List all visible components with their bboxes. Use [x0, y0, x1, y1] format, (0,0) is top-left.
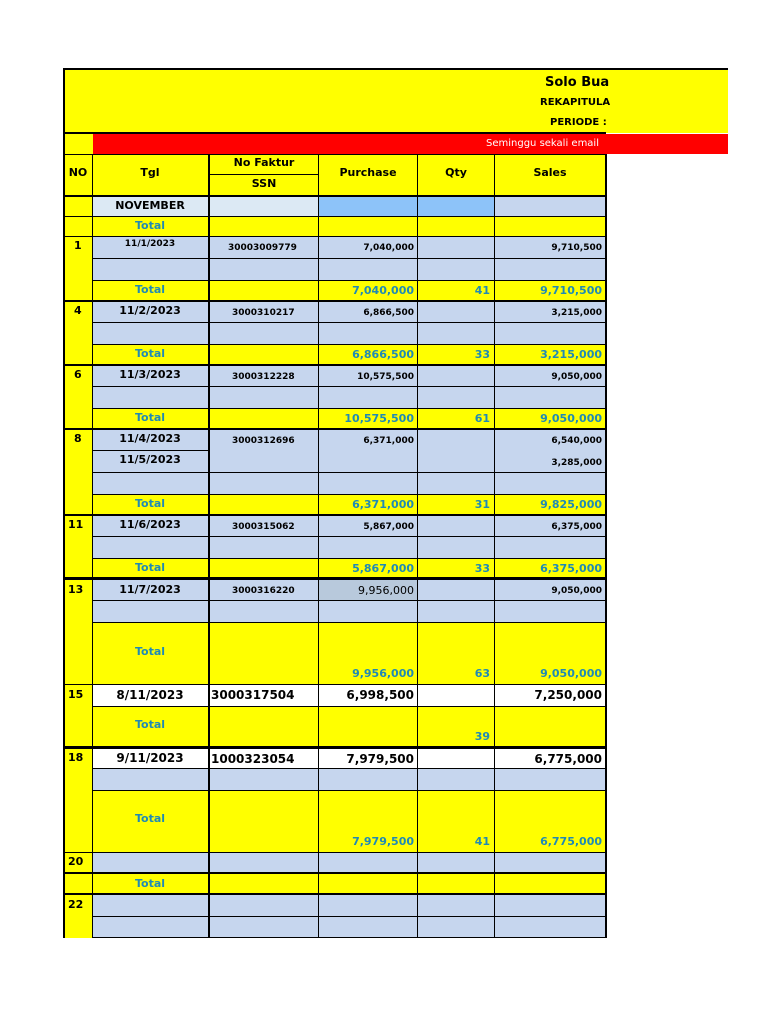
row-date: 9/11/2023	[116, 751, 184, 765]
notice-text: Seminggu sekali email	[486, 138, 599, 149]
row-sales: 9,050,000	[551, 586, 602, 596]
table-row	[93, 706, 606, 746]
total-purchase: 6,866,500	[352, 348, 414, 361]
total-label: Total	[134, 718, 166, 731]
row-no: 11	[68, 518, 84, 531]
total-label: Total	[134, 283, 166, 296]
total-purchase: 7,040,000	[352, 284, 414, 297]
row-faktur: 3000312228	[232, 372, 295, 382]
col-ssn: SSN	[251, 177, 277, 190]
row-purchase: 9,956,000	[358, 584, 414, 597]
row-no: 4	[74, 304, 82, 317]
total-qty: 61	[474, 412, 490, 425]
col-purchase: Purchase	[339, 166, 397, 179]
row-purchase: 10,575,500	[357, 372, 414, 382]
total-qty: 63	[474, 667, 490, 680]
row-faktur: 3000315062	[232, 522, 295, 532]
total-sales: 9,825,000	[540, 498, 602, 511]
notice-bar	[93, 134, 728, 154]
row-no: 8	[74, 432, 82, 445]
column-header-row	[63, 134, 93, 154]
report-period: PERIODE :	[550, 117, 607, 128]
total-qty: 39	[474, 730, 490, 743]
total-purchase: 9,956,000	[352, 667, 414, 680]
row-purchase: 7,979,500	[346, 752, 414, 766]
table-row	[93, 622, 606, 684]
report-title: REKAPITULA	[540, 97, 611, 108]
row-no: 18	[68, 751, 84, 764]
row-faktur: 3000316220	[232, 586, 295, 596]
row-purchase: 6,866,500	[363, 308, 414, 318]
total-sales: 6,375,000	[540, 562, 602, 575]
row-purchase: 7,040,000	[363, 243, 414, 253]
row-sales: 7,250,000	[534, 688, 602, 702]
total-purchase: 5,867,000	[352, 562, 414, 575]
row-sales: 3,215,000	[551, 308, 602, 318]
col-no-faktur: No Faktur	[233, 156, 295, 169]
row-date: 11/4/2023	[119, 432, 181, 445]
row-date: 11/3/2023	[119, 368, 181, 381]
total-qty: 33	[474, 562, 490, 575]
header-banner	[63, 68, 728, 133]
total-label: Total	[134, 877, 166, 890]
row-purchase: 6,998,500	[346, 688, 414, 702]
table-row[interactable]	[93, 852, 606, 872]
table-row	[93, 790, 606, 852]
row-faktur: 3000312696	[232, 436, 295, 446]
total-label: Total	[134, 561, 166, 574]
table-row	[93, 558, 606, 578]
row-sales: 6,375,000	[551, 522, 602, 532]
total-sales: 9,050,000	[540, 667, 602, 680]
row-no: 15	[68, 688, 84, 701]
total-purchase: 6,371,000	[352, 498, 414, 511]
row-purchase: 5,867,000	[363, 522, 414, 532]
row-sales: 6,775,000	[534, 752, 602, 766]
total-qty: 41	[474, 835, 490, 848]
row-sales: 9,710,500	[551, 243, 602, 253]
total-label: Total	[134, 497, 166, 510]
col-sales: Sales	[533, 166, 567, 179]
total-sales: 9,050,000	[540, 412, 602, 425]
row-date: 11/6/2023	[119, 518, 181, 531]
col-qty: Qty	[445, 166, 467, 179]
row-faktur: 30003009779	[228, 243, 297, 253]
total-label: Total	[134, 347, 166, 360]
total-label: Total	[134, 812, 166, 825]
total-sales: 6,775,000	[540, 835, 602, 848]
row-no: 22	[68, 898, 84, 911]
month-label: NOVEMBER	[115, 199, 185, 212]
row-faktur: 3000317504	[211, 688, 295, 702]
table-row	[93, 344, 606, 364]
row-sales: 6,540,000	[551, 436, 602, 446]
row-sales: 9,050,000	[551, 372, 602, 382]
table-row	[93, 874, 606, 894]
row-no: 13	[68, 583, 84, 596]
total-qty: 31	[474, 498, 490, 511]
total-qty: 41	[474, 284, 490, 297]
total-qty: 33	[474, 348, 490, 361]
row-date: 11/5/2023	[119, 453, 181, 466]
total-label: Total	[134, 219, 166, 232]
total-label: Total	[134, 411, 166, 424]
total-label: Total	[134, 645, 166, 658]
row-date: 11/2/2023	[119, 304, 181, 317]
row-faktur: 1000323054	[211, 752, 295, 766]
total-sales: 9,710,500	[540, 284, 602, 297]
col-no: NO	[68, 166, 88, 179]
total-purchase: 10,575,500	[344, 412, 414, 425]
row-no: 1	[74, 239, 82, 252]
row-no: 6	[74, 368, 82, 381]
row-sales: 3,285,000	[551, 458, 602, 468]
row-date: 11/1/2023	[124, 239, 176, 249]
row-no: 20	[68, 855, 84, 868]
table-row	[93, 280, 606, 300]
row-faktur: 3000310217	[232, 308, 295, 318]
table-row	[93, 494, 606, 514]
col-tgl: Tgl	[140, 166, 160, 179]
total-sales: 3,215,000	[540, 348, 602, 361]
company-name: Solo Bua	[545, 75, 610, 90]
total-purchase: 7,979,500	[352, 835, 414, 848]
row-date: 11/7/2023	[119, 583, 181, 596]
row-purchase: 6,371,000	[363, 436, 414, 446]
row-date: 8/11/2023	[116, 688, 184, 702]
